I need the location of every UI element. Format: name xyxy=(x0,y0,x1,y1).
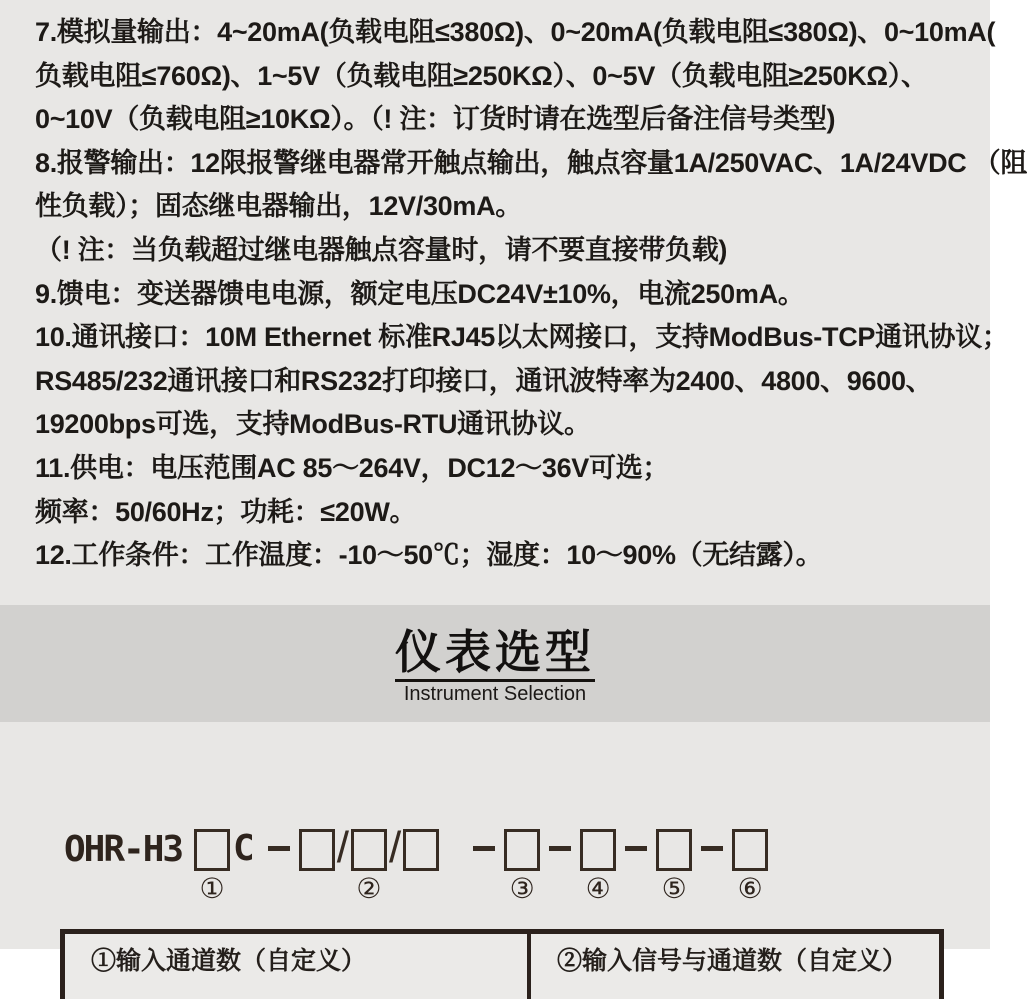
spec-text-block xyxy=(35,11,1027,578)
spec-line-analog-output-note: 0~10V（负载电阻≥10KΩ）。（! 注：订货时请在选型后备注信号类型) xyxy=(35,104,836,135)
spec-line-comm-interface: 10.通讯接口：10M Ethernet 标准RJ45以太网接口，支持ModBus-TCP通讯协议； xyxy=(35,322,1009,353)
spec-line-comm-cont2: 19200bps可选，支持ModBus-RTU通讯协议。 xyxy=(35,409,591,440)
section-title-en: Instrument Selection xyxy=(403,683,587,706)
circled-label-1: ① xyxy=(199,872,225,905)
model-option-box-6 xyxy=(732,829,768,905)
slash-separator: / xyxy=(336,823,349,872)
selection-table-cell-right: ②输入信号与通道数（自定义） xyxy=(557,947,908,975)
dash-separator xyxy=(625,846,647,851)
selection-table-cell-left: ①输入通道数（自定义） xyxy=(65,934,531,999)
circled-label-6: ⑥ xyxy=(737,872,763,905)
circled-label-3: ③ xyxy=(509,872,535,905)
model-option-box-5 xyxy=(656,829,692,905)
model-option-box-2a xyxy=(299,829,335,871)
spec-line-comm-cont: RS485/232通讯接口和RS232打印接口，通讯波特率为2400、4800、9600、 xyxy=(35,365,933,396)
model-option-box-3 xyxy=(504,829,540,905)
section-title-cn: 仪表选型 xyxy=(395,625,595,682)
model-option-box-2c xyxy=(403,829,439,871)
spec-line-power-feed: 9.馈电：变送器馈电电源，额定电压DC24V±10%，电流250mA。 xyxy=(35,278,805,309)
section-header-band xyxy=(0,605,990,722)
spec-line-analog-output-cont: 负载电阻≤760Ω)、1~5V（负载电阻≥250KΩ）、0~5V（负载电阻≥250KΩ）、 xyxy=(35,60,928,91)
model-suffix-c: C xyxy=(233,828,255,869)
spec-line-alarm-output-cont: 性负载）；固态继电器输出，12V/30mA。 xyxy=(35,191,522,222)
spec-line-alarm-note: （! 注：当负载超过继电器触点容量时，请不要直接带负载) xyxy=(35,234,728,265)
dash-separator xyxy=(473,846,495,851)
circled-label-2: ② xyxy=(356,872,382,905)
spec-line-alarm-output: 8.报警输出：12限报警继电器常开触点输出，触点容量1A/250VAC、1A/24VDC （阻 xyxy=(35,147,1027,178)
model-option-box-4 xyxy=(580,829,616,905)
spec-line-work-conditions: 12.工作条件：工作温度：-10～50℃；湿度：10～90%（无结露）。 xyxy=(35,540,823,571)
dash-separator xyxy=(701,846,723,851)
spec-line-frequency: 频率：50/60Hz；功耗：≤20W。 xyxy=(35,496,417,527)
model-code-diagram xyxy=(64,823,768,905)
spec-line-power-supply: 11.供电：电压范围AC 85～264V，DC12～36V可选； xyxy=(35,452,670,483)
dash-separator xyxy=(268,846,290,851)
circled-label-5: ⑤ xyxy=(661,872,687,905)
model-option-box-1 xyxy=(194,829,230,905)
circled-label-4: ④ xyxy=(585,872,611,905)
spec-line-analog-output: 7.模拟量输出：4~20mA(负载电阻≤380Ω)、0~20mA(负载电阻≤380Ω)、0~10mA( xyxy=(35,17,996,47)
model-option-box-2b xyxy=(351,829,387,905)
slash-separator: / xyxy=(388,823,402,872)
model-prefix: OHR-H3 xyxy=(64,829,183,870)
selection-table xyxy=(60,929,944,999)
dash-separator xyxy=(549,846,571,851)
